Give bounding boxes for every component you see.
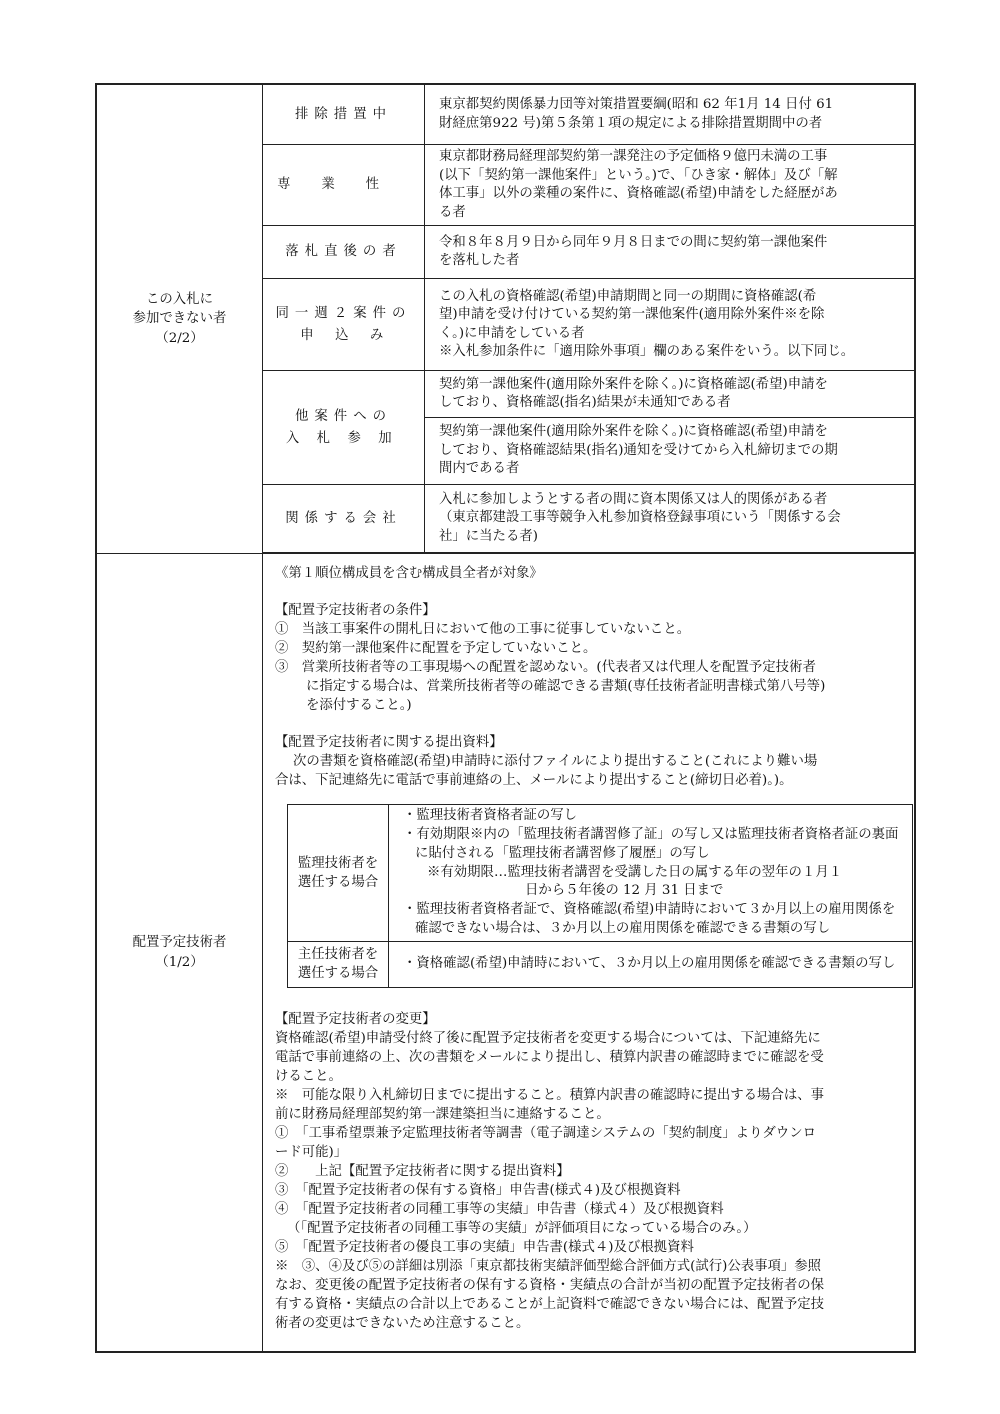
- row-label-text: 申込み: [300, 327, 405, 343]
- row-desc: [425, 485, 915, 553]
- desc-line: しており、資格確認(指名)結果が未通知である者: [439, 395, 731, 410]
- cond-heading: 【配置予定技術者の条件】: [275, 603, 436, 619]
- label-line: 選任する場合: [297, 874, 379, 890]
- cond-item-cont: に指定する場合は、営業所技術者等の確認できる書類(専任技術者証明書様式第八号等): [306, 679, 826, 695]
- desc-line: この入札の資格確認(希望)申請期間と同一の期間に資格確認(希: [439, 288, 817, 304]
- final-text: 術者の変更はできないため注意すること。: [275, 1316, 530, 1332]
- change-list-item: ③ 「配置予定技術者の保有する資格」申告書(様式４)及び根拠資料: [275, 1182, 681, 1198]
- change-list-item: ② 上記【配置予定技術者に関する提出資料】: [275, 1163, 570, 1179]
- change-list-item: ード可能)」: [275, 1144, 348, 1160]
- section-title-ineligible: [97, 85, 263, 554]
- row-desc: [425, 418, 915, 485]
- cond-text: 当該工事案件の開札日において他の工事に従事していないこと。: [301, 622, 691, 638]
- kanri-label: [288, 805, 389, 941]
- row-desc: [425, 371, 915, 418]
- cond-num: ③: [275, 660, 289, 676]
- label-line: 監理技術者を: [297, 855, 379, 871]
- doc-item: ・監理技術者資格者証の写し: [403, 808, 578, 824]
- desc-line: しており、資格確認結果(指名)通知を受けてから入札締切までの期: [439, 442, 838, 458]
- desc-line: 間内である者: [439, 461, 520, 477]
- change-list-item: ④ 「配置予定技術者の同種工事等の実績」申告書（様式４）及び根拠資料: [275, 1201, 724, 1217]
- desc-line: 契約第一課他案件(適用除外案件を除く。)に資格確認(希望)申請を: [439, 376, 828, 392]
- change-list-item: （「配置予定技術者の同種工事等の実績」が評価項目になっている場合のみ。）: [287, 1221, 757, 1237]
- submit-heading: 【配置予定技術者に関する提出資料】: [275, 735, 503, 751]
- change-text: けること。: [275, 1068, 342, 1084]
- submit-text: 合は、下記連絡先に電話で事前連絡の上、メールにより提出すること(締切日必着)。)。: [275, 773, 793, 789]
- desc-line: く。)に申請をしている者: [439, 325, 585, 341]
- shunin-docs: [389, 941, 913, 987]
- row-label-text: 同一週２案件の: [275, 306, 412, 322]
- row-desc: [425, 226, 915, 279]
- desc-line: 財経庶第922 号)第５条第１項の規定による排除措置期間中の者: [439, 115, 823, 131]
- final-text: なお、変更後の配置予定技術者の保有する資格・実績点の合計が当初の配置予定技術者の保: [275, 1278, 825, 1294]
- doc-note: 日から５年後の 12 月 31 日まで: [525, 883, 724, 899]
- cond-item: [275, 658, 904, 677]
- desc-line: 東京都財務局経理部契約第一課発注の予定価格９億円未満の工事: [439, 149, 828, 164]
- row-desc: [425, 85, 915, 145]
- desc-line: 東京都契約関係暴力団等対策措置要綱(昭和 62 年1月 14 日付 61: [439, 97, 834, 112]
- doc-note: ※有効期限…監理技術者講習を受講した日の属する年の翌年の１月１: [427, 864, 843, 880]
- change-note: ※ 可能な限り入札締切日までに提出すること。積算内訳書の確認時に提出する場合は、事: [275, 1087, 825, 1103]
- change-list-item: ※ ③、④及び⑤の詳細は別添「東京都技術実績評価型総合評価方式(試行)公表事項」参照: [275, 1259, 822, 1275]
- row-label-text: 関係する会社: [285, 510, 402, 526]
- desc-line: を落札した者: [439, 253, 520, 268]
- row-label-text: 専業性: [277, 177, 410, 193]
- row-desc: [425, 279, 915, 371]
- documents-table: [287, 804, 913, 987]
- row-label: [263, 85, 425, 145]
- desc-line: 社」に当たる者): [439, 528, 538, 544]
- row-label: [263, 145, 425, 226]
- change-text: 電話で事前連絡の上、次の書類をメールにより提出し、積算内訳書の確認時までに確認を受: [275, 1049, 824, 1065]
- desc-line: 入札に参加しようとする者の間に資本関係又は人的関係がある者: [439, 491, 828, 507]
- doc-item: ・監理技術者資格者証で、資格確認(希望)申請時において３か月以上の雇用関係を確認できない場合は、３か月以上の雇用関係を確認できる書類の写し: [403, 902, 896, 936]
- desc-line: る者: [439, 204, 466, 220]
- cond-num: ①: [275, 622, 289, 638]
- doc-item: ・資格確認(希望)申請時において、３か月以上の雇用関係を確認できる書類の写し: [403, 955, 896, 971]
- change-list-item: ① 「工事希望票兼予定監理技術者等調書（電子調達システムの「契約制度」よりダウンロ: [275, 1125, 816, 1141]
- change-note: 前に財務局経理部契約第一課建築担当に連絡すること。: [275, 1106, 610, 1122]
- target-note: 《第１順位構成員を含む構成員全者が対象》: [275, 566, 543, 581]
- cond-item-cont: を添付すること。): [306, 698, 412, 714]
- row-label-text: 他案件への: [294, 409, 393, 425]
- row-label: [263, 485, 425, 553]
- cond-text: 営業所技術者等の工事現場への配置を認めない。(代表者又は代理人を配置予定技術者: [301, 660, 816, 676]
- submit-text: 次の書類を資格確認(希望)申請時に添付ファイルにより提出すること(これにより難い場: [293, 754, 818, 770]
- title-line: 配置予定技術者: [132, 935, 227, 951]
- desc-line: (以下「契約第一課他案件」という。)で、「ひき家・解体」及び「解: [439, 167, 838, 183]
- desc-line: 体工事」以外の業種の案件に、資格確認(希望)申請をした経歴があ: [439, 186, 838, 201]
- kanri-docs: [389, 805, 913, 941]
- engineer-content: [263, 554, 915, 1352]
- shunin-label: [288, 941, 389, 987]
- row-label-text: 入札参加: [285, 430, 410, 446]
- title-line: この入札に: [146, 291, 213, 307]
- row-label-text: 排除措置中: [294, 106, 393, 122]
- main-table: [96, 84, 915, 1352]
- label-line: 選任する場合: [297, 966, 379, 982]
- row-label: [263, 279, 425, 371]
- change-list-item: ⑤ 「配置予定技術者の優良工事の実績」申告書(様式４)及び根拠資料: [275, 1240, 694, 1256]
- label-line: 主任技術者を: [297, 946, 379, 962]
- title-line: 参加できない者: [132, 311, 227, 327]
- desc-line: ※入札参加条件に「適用除外事項」欄のある案件をいう。以下同じ。: [439, 344, 855, 359]
- change-heading: 【配置予定技術者の変更】: [275, 1011, 436, 1027]
- row-label-text: 落札直後の者: [285, 244, 402, 260]
- change-text: 資格確認(希望)申請受付終了後に配置予定技術者を変更する場合については、下記連絡先に: [275, 1030, 821, 1046]
- final-text: 有する資格・実績点の合計以上であることが上記資料で確認できない場合には、配置予定技: [275, 1297, 825, 1313]
- doc-item: ・有効期限※内の「監理技術者講習修了証」の写し又は監理技術者資格者証の裏面に貼付される「監理技術者講習修了履歴」の写し: [403, 827, 899, 861]
- cond-item: [275, 620, 904, 639]
- cond-text: 契約第一課他案件に配置を予定していないこと。: [301, 641, 597, 657]
- row-desc: [425, 145, 915, 226]
- cond-item: [275, 639, 904, 658]
- cond-num: ②: [275, 641, 289, 657]
- desc-line: （東京都建設工事等競争入札参加資格登録事項にいう「関係する会: [439, 510, 841, 526]
- row-label: [263, 226, 425, 279]
- section-title-engineer: [97, 554, 263, 1352]
- desc-line: 令和８年８月９日から同年９月８日までの間に契約第一課他案件: [439, 234, 828, 250]
- title-line: （1/2）: [155, 954, 204, 970]
- row-label: [263, 371, 425, 485]
- title-line: （2/2）: [155, 330, 204, 346]
- requirements-table: [95, 83, 916, 1353]
- desc-line: 望)申請を受け付けている契約第一課他案件(適用除外案件※を除: [439, 307, 825, 322]
- desc-line: 契約第一課他案件(適用除外案件を除く。)に資格確認(希望)申請を: [439, 424, 828, 440]
